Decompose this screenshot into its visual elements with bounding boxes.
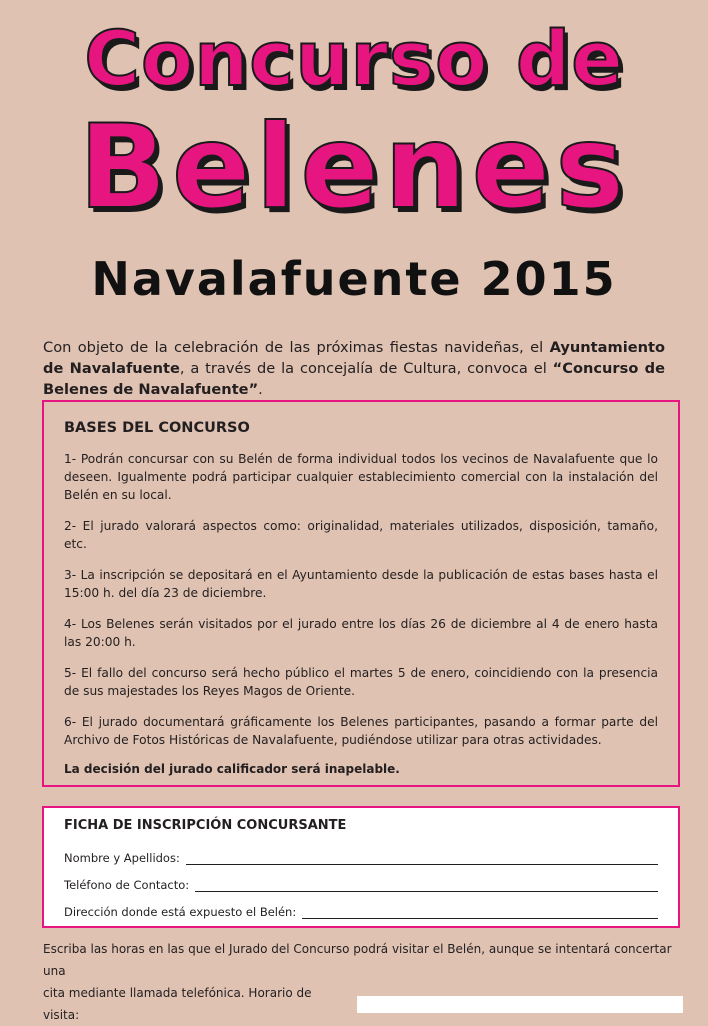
form-heading: FICHA DE INSCRIPCIÓN CONCURSANTE [64, 818, 347, 833]
final-note: La decisión del jurado calificador será inapelable. [64, 762, 400, 776]
visit-hours-section [43, 938, 683, 1026]
rule-item: 5- El fallo del concurso será hecho público el martes 5 de enero, coincidiendo con la presencia de sus majestades los Reyes Magos de Oriente. [64, 666, 658, 698]
phone-field-input[interactable] [195, 879, 658, 892]
rule-item: 3- La inscripción se depositará en el Ayuntamiento desde la publicación de estas bases hasta el 15:00 h. del día 23 de diciembre. [64, 568, 658, 600]
rule-item: 6- El jurado documentará gráficamente los Belenes participantes, pasando a formar parte del Archivo de Fotos Históricas de Navalafuente, pudiéndose utilizar para otras actividades. [64, 715, 658, 747]
bases-heading: BASES DEL CONCURSO [64, 420, 250, 436]
visit-instructions: Escriba las horas en las que el Jurado del Concurso podrá visitar el Belén, aunque se intentará concertar una [43, 942, 672, 978]
intro-paragraph [43, 337, 665, 400]
visit-row [43, 982, 683, 1026]
intro-text-3: . [258, 380, 263, 398]
rule-item: 1- Podrán concursar con su Belén de forma individual todos los vecinos de Navalafuente que lo deseen. Igualmente podrá participar cualquier establecimiento comercial con la instalación del Belén en su local. [64, 452, 658, 502]
address-field-input[interactable] [302, 906, 658, 919]
title-line-1: Concurso de [84, 14, 624, 103]
name-field-input[interactable] [186, 852, 658, 865]
intro-text-1: Con objeto de la celebración de las próximas fiestas navideñas, el [43, 338, 550, 356]
phone-field-label: Teléfono de Contacto: [64, 878, 190, 892]
intro-bold-2: “Concurso de Belenes de Navalafuente” [43, 359, 666, 398]
visit-hours-input[interactable] [357, 996, 683, 1013]
rule-item: 2- El jurado valorará aspectos como: originalidad, materiales utilizados, disposición, tamaño, etc. [64, 519, 658, 551]
address-field-label: Dirección donde está expuesto el Belén: [64, 905, 297, 919]
bases-box [42, 400, 680, 787]
phone-field [64, 874, 658, 892]
name-field [64, 847, 658, 865]
intro-bold-1: Ayuntamiento de Navalafuente [43, 338, 665, 377]
name-field-label: Nombre y Apellidos: [64, 851, 180, 865]
title-line-2: Belenes [78, 100, 630, 235]
address-field [64, 901, 658, 919]
visit-label: cita mediante llamada telefónica. Horario de visita: [43, 986, 312, 1022]
intro-text-2: , a través de la concejalía de Cultura, convoca el [179, 359, 553, 377]
registration-form [42, 806, 680, 928]
rule-item: 4- Los Belenes serán visitados por el jurado entre los días 26 de diciembre al 4 de enero hasta las 20:00 h. [64, 617, 658, 649]
subtitle: Navalafuente 2015 [91, 252, 617, 306]
